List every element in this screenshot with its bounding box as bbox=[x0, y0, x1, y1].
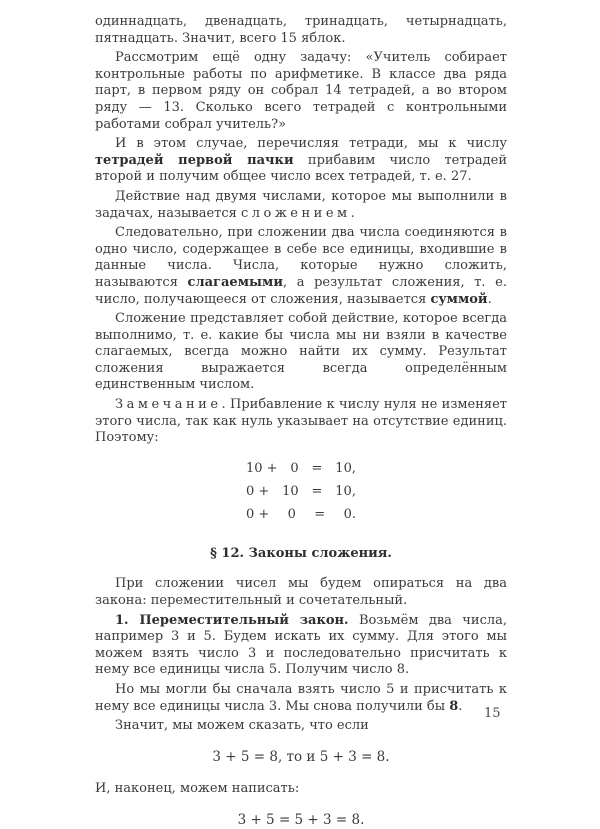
text-run: , а результат сложения, т. е. число, получающееся от сложения, называется bbox=[95, 274, 507, 307]
equation-line bbox=[246, 503, 356, 526]
spaced-term: сложением bbox=[240, 205, 351, 221]
paragraph: Значит, мы можем сказать, что если bbox=[115, 718, 369, 734]
text-run: Действие над двумя числами, которое мы выполнили в задачах, называется bbox=[95, 188, 507, 221]
eq-part: 10 bbox=[282, 483, 299, 499]
bold-term: 1. Переместительный закон. bbox=[115, 612, 349, 628]
formula-line: 3 + 5 = 8, то и 5 + 3 = 8. bbox=[212, 748, 390, 765]
text-run: Возьмём два числа, например 3 и 5. Будем искать их сумму. Для этого мы можем взять число 3 и последовательно присчитать к нему все единицы числа 5. Получим число 8. bbox=[95, 612, 507, 678]
section-heading: § 12. Законы сложения. bbox=[210, 545, 392, 561]
eq-part: = bbox=[314, 506, 326, 522]
zero-equations bbox=[246, 457, 356, 526]
paragraph: одиннадцать, двенадцать, тринадцать, четырнадцать, пятнадцать. Значит, всего 15 яблок. bbox=[95, 14, 507, 46]
paragraph bbox=[95, 136, 507, 186]
spaced-term: Замечание bbox=[115, 397, 222, 413]
eq-part: 0 + bbox=[246, 506, 270, 522]
eq-part: = bbox=[311, 483, 323, 499]
eq-part: 10, bbox=[335, 483, 356, 499]
paragraph: Рассмотрим ещё одну задачу: «Учитель собирает контрольные работы по арифметике. В классе два ряда парт, в первом ряду он собрал 14 тетрадей, а во втором ряду — 13. Сколько всего тетрадей с контрольными работами собрал учитель?» bbox=[95, 50, 507, 132]
text-run: . bbox=[350, 205, 355, 221]
page-number: 15 bbox=[484, 706, 501, 721]
equation-line bbox=[246, 480, 356, 503]
bold-term: 8 bbox=[449, 698, 459, 714]
text-run: . bbox=[458, 698, 463, 714]
bold-term: суммой bbox=[430, 291, 488, 307]
eq-part: 0 bbox=[287, 506, 296, 522]
page-text bbox=[95, 14, 507, 829]
eq-part: 10, bbox=[335, 460, 356, 476]
paragraph: Сложение представляет собой действие, которое всегда выполнимо, т. е. какие бы числа мы ни взяли в качестве слагаемых, всегда можно найти их сумму. Результат сложения выражается всегда определённым единственным числом. bbox=[95, 311, 507, 393]
paragraph bbox=[95, 189, 507, 222]
paragraph bbox=[95, 225, 507, 308]
text-run: . bbox=[487, 291, 492, 307]
paragraph: И, наконец, можем написать: bbox=[95, 781, 300, 797]
equation-line bbox=[246, 457, 356, 480]
paragraph bbox=[95, 613, 507, 679]
text-run: Но мы могли бы сначала взять число 5 и присчитать к нему все единицы числа 3. Мы снова получили бы bbox=[95, 682, 507, 714]
bold-term: тетрадей первой пачки bbox=[95, 152, 294, 168]
text-run: И в этом случае, перечисляя тетради, мы к числу bbox=[115, 136, 507, 152]
eq-part: 0 + bbox=[246, 483, 270, 499]
bold-term: слагаемыми bbox=[187, 274, 283, 290]
eq-part: = bbox=[311, 460, 323, 476]
paragraph: При сложении чисел мы будем опираться на два закона: переместительный и сочетательный. bbox=[95, 576, 507, 609]
eq-part: 0. bbox=[343, 506, 356, 522]
paragraph bbox=[95, 397, 507, 447]
text-run: прибавим число тетрадей второй и получим общее число всех тетрадей, т. е. 27. bbox=[95, 152, 507, 185]
text-run: Следовательно, при сложении два числа соединяются в одно число, содержащее в себе все единицы, входившие в данные числа. Числа, которые нужно сложить, называются bbox=[95, 225, 507, 290]
formula-line: 3 + 5 = 5 + 3 = 8. bbox=[237, 811, 365, 828]
eq-part: 0 bbox=[290, 460, 299, 476]
eq-part: 10 + bbox=[246, 460, 278, 476]
text-run: . Прибавление к числу нуля не изменяет этого числа, так как нуль указывает на отсутствие единиц. Поэтому: bbox=[95, 397, 507, 446]
paragraph bbox=[95, 682, 507, 715]
